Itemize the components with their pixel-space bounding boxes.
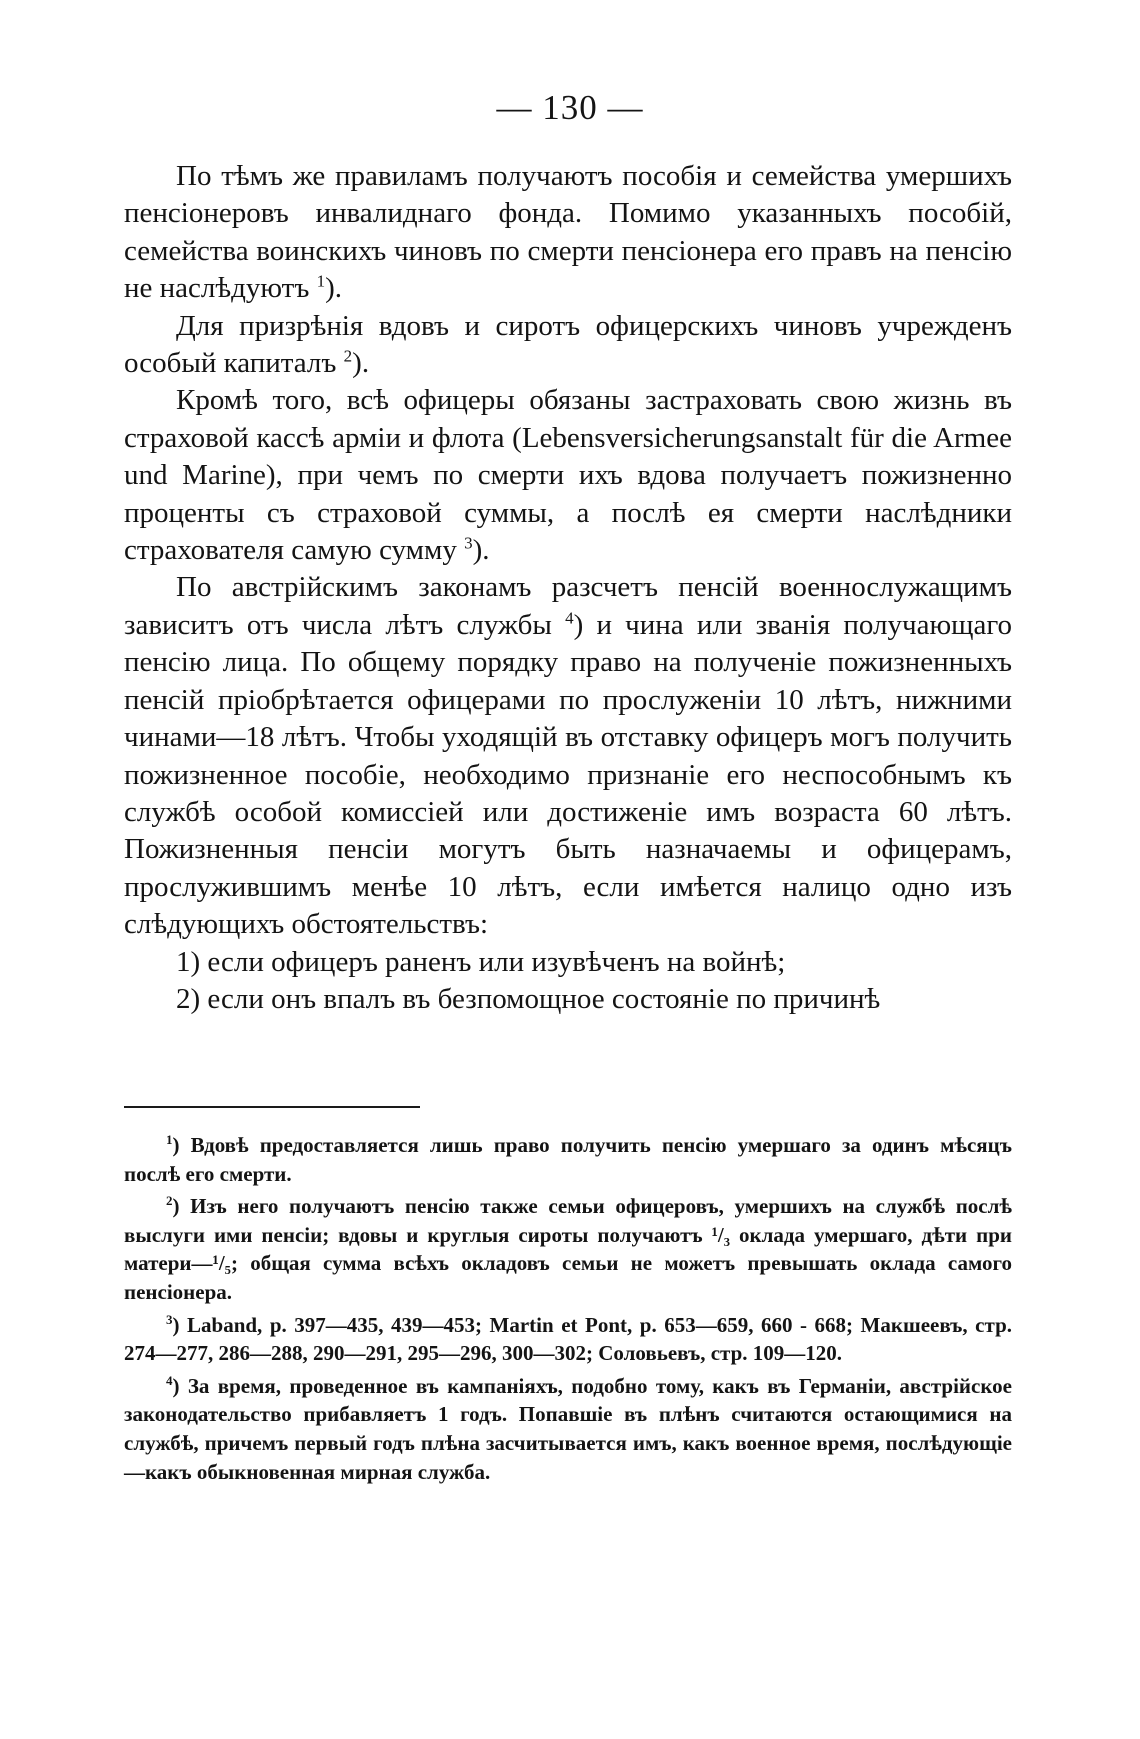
paragraph: По тѣмъ же правиламъ получаютъ пособія и семейства умершихъ пенсіонеровъ инвалиднаго фонда. Помимо указанныхъ пособій, семейства воинскихъ чиновъ по смерти пенсіонера его правъ на пенсію не наслѣдуютъ $^1$). [124,160,1012,305]
footnote-mark: 3 [166,1311,173,1327]
footnote-ref: 3 [464,533,473,553]
footnote-divider [124,1106,420,1108]
page-number: — 130 — [496,88,644,127]
footnote: $^2$) Изъ него получаютъ пенсію также семьи офицеровъ, умершихъ на службѣ послѣ выслуги ими пенсіи; вдовы и круглыя сироты получаютъ ¹/₃ оклада умершаго, дѣти при матери—¹/₅; общая сумма всѣхъ окладовъ семьи не можетъ превышать оклада самого пенсіонера. [124,1193,1012,1304]
footnote: $^4$) За время, проведенное въ кампаніяхъ, подобно тому, какъ въ Германіи, австрійское законодательство прибавляетъ 1 годъ. Попавшіе въ плѣнъ считаются остающимися на службѣ, причемъ первый годъ плѣна засчитывается имъ, какъ военное время, послѣдующіе—какъ обыкновенная мирная служба. [124,1372,1012,1484]
list-item: 2) если онъ впалъ въ безпомощное состояніе по причинѣ [176,982,881,1015]
footnote: $^1$) Вдовѣ предоставляется лишь право получить пенсію умершаго за одинъ мѣсяцъ послѣ его смерти. [124,1132,1012,1186]
main-text [124,158,1012,1018]
paragraph: По австрійскимъ законамъ разсчетъ пенсій военнослужащимъ зависитъ отъ числа лѣтъ службы $^4$) и чина или званія получающаго пенсію лица. По общему порядку право на полученіе пожизненныхъ пенсій пріобрѣтается офицерами по прослуженіи 10 лѣтъ, нижними чинами—18 лѣтъ. Чтобы уходящій въ отставку офицеръ могъ получить пожизненное пособіе, необходимо признаніе его неспособнымъ къ службѣ особой комиссіей или достиженіе имъ возраста 60 лѣтъ. Пожизненныя пенсіи могутъ быть назначаемы и офицерамъ, прослужившимъ менѣе 10 лѣтъ, если имѣется налицо одно изъ слѣдующихъ обстоятельствъ: [124,571,1013,941]
footnote: $^3$) Laband, p. 397—435, 439—453; Martin et Pont, p. 653—659, 660 - 668; Макшеевъ, стр. 274—277, 286—288, 290—291, 295—296, 300—302; Соловьевъ, стр. 109—120. [124,1311,1012,1366]
footnote-mark: 1 [166,1132,173,1147]
footnote-ref: 2 [343,346,353,366]
paragraph: Для призрѣнія вдовъ и сиротъ офицерскихъ чиновъ учрежденъ особый капиталъ $^2$). [124,309,1012,380]
footnote-mark: 2 [166,1193,173,1209]
footnote-ref: 4 [565,608,574,628]
footnote-mark: 4 [166,1372,173,1388]
footnote-ref: 1 [316,271,326,291]
footnotes [124,1131,1012,1490]
list-item: 1) если офицеръ раненъ или изувѣченъ на войнѣ; [176,945,786,978]
paragraph: Кромѣ того, всѣ офицеры обязаны застраховать свою жизнь въ страховой кассѣ арміи и флота (Lebensversicherungsanstalt für die Armee und Marine), при чемъ по смерти ихъ вдова получаетъ пожизненно проценты съ страховой суммы, а послѣ ея смерти наслѣдники страхователя самую сумму $^3$). [124,384,1012,567]
